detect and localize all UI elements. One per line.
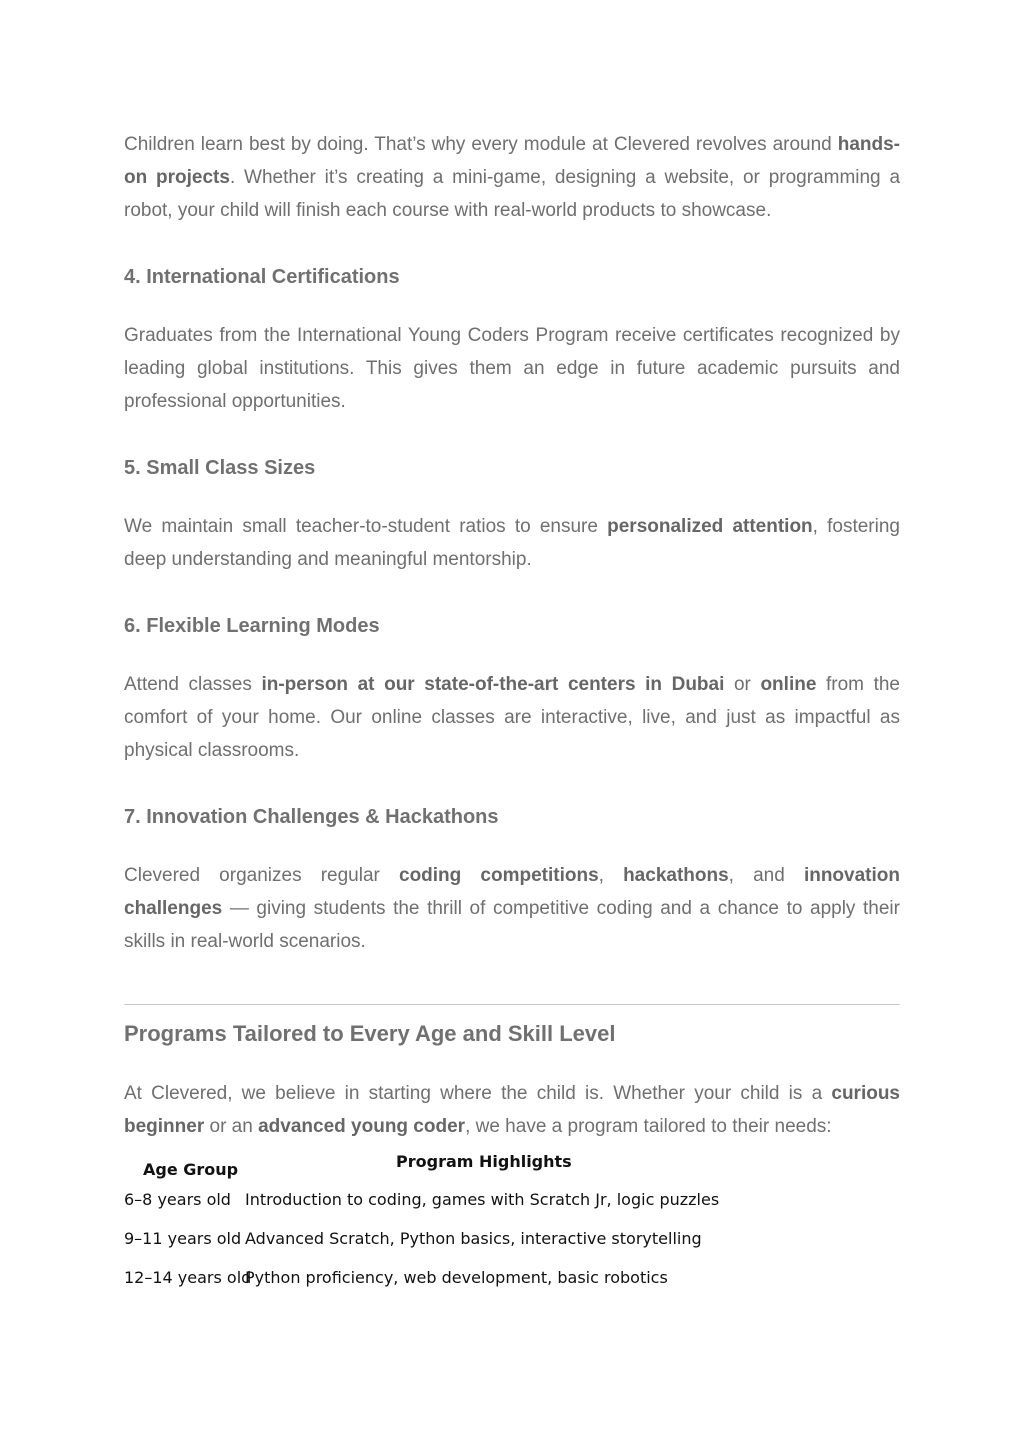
programs-paragraph [124, 1077, 900, 1143]
section-heading-class-sizes: 5. Small Class Sizes [124, 457, 316, 479]
text-run: We maintain small teacher-to-student ratios to ensure [124, 516, 608, 537]
table-cell-age: 9–11 years old [124, 1229, 242, 1248]
bold-run: hackathons [623, 865, 729, 886]
text-run: , we have a program tailored to their needs: [465, 1116, 832, 1137]
table-header-program-highlights: Program Highlights [396, 1152, 572, 1171]
text-run: At Clevered, we believe in starting where the child is. Whether your child is a [124, 1083, 832, 1104]
bold-run: online [760, 674, 817, 695]
bold-run: in-person at our state-of-the-art centers in Dubai [261, 674, 725, 695]
certifications-paragraph: Graduates from the International Young Coders Program receive certificates recognized by leading global institutions. This gives them an edge in future academic pursuits and professional opportunities. [124, 325, 900, 412]
bold-run: coding competitions [399, 865, 599, 886]
text-run: Attend classes [124, 674, 262, 695]
text-run: from the comfort of your home. Our online classes are interactive, live, and just as impactful as physical classrooms. [124, 674, 900, 761]
section-divider [124, 1004, 900, 1005]
text-run: , and [728, 865, 804, 886]
bold-run: hands-on projects [124, 134, 900, 188]
bold-run: personalized attention [607, 516, 813, 537]
table-cell-highlights: Python proficiency, web development, basic robotics [245, 1268, 668, 1287]
section-heading-challenges: 7. Innovation Challenges & Hackathons [124, 806, 499, 828]
text-run: . Whether it’s creating a mini-game, designing a website, or programming a robot, your child will finish each course with real-world products to showcase. [124, 167, 901, 221]
table-cell-age: 12–14 years old [124, 1268, 252, 1287]
table-cell-highlights: Introduction to coding, games with Scratch Jr, logic puzzles [245, 1190, 720, 1209]
text-run: , fostering deep understanding and meaningful mentorship. [124, 516, 900, 570]
document-page [124, 128, 900, 1143]
section-heading-certifications: 4. International Certifications [124, 266, 400, 288]
programs-heading: Programs Tailored to Every Age and Skill Level [124, 1021, 616, 1046]
text-run: — giving students the thrill of competitive coding and a chance to apply their skills in real-world scenarios. [124, 898, 900, 952]
bold-run: innovation challenges [124, 865, 900, 919]
text-run: or an [204, 1116, 259, 1137]
text-run: Children learn best by doing. That’s why every module at Clevered revolves around [124, 134, 838, 155]
learning-modes-paragraph [124, 668, 900, 767]
bold-run: advanced young coder [258, 1116, 466, 1137]
section-heading-learning-modes: 6. Flexible Learning Modes [124, 615, 380, 637]
table-cell-age: 6–8 years old [124, 1190, 231, 1209]
challenges-paragraph [124, 859, 900, 958]
text-run: or [724, 674, 761, 695]
text-run: Clevered organizes regular [124, 865, 399, 886]
table-header-age-group: Age Group [143, 1160, 239, 1179]
intro-paragraph [124, 128, 900, 227]
class-sizes-paragraph [124, 510, 900, 576]
bold-run: curious beginner [124, 1083, 900, 1137]
table-cell-highlights: Advanced Scratch, Python basics, interactive storytelling [245, 1229, 702, 1248]
text-run: , [598, 865, 624, 886]
